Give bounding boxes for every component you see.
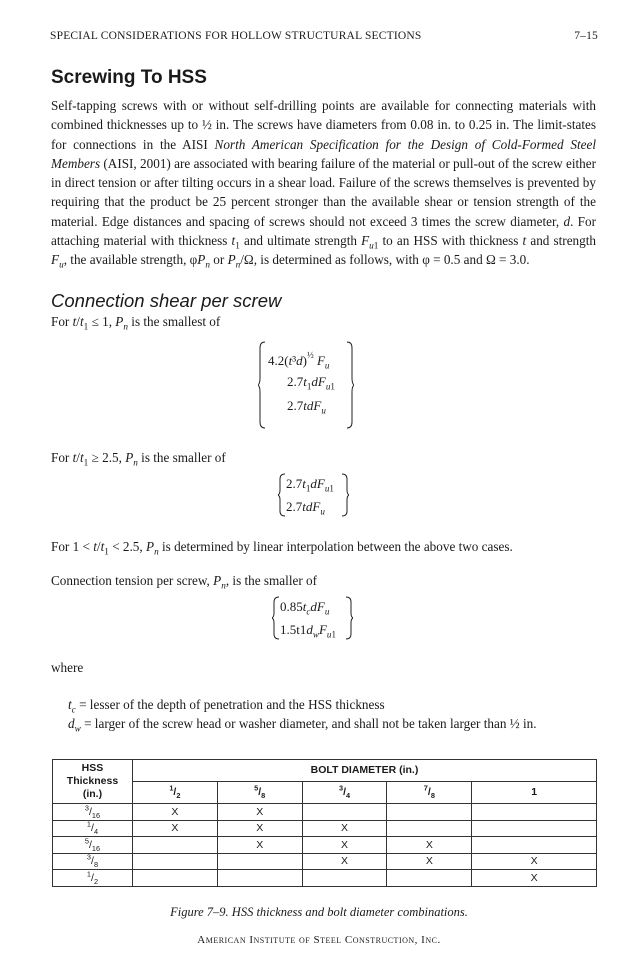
thickness-cell: $^3/_8$ [53,853,133,870]
combination-cell [302,870,387,887]
combination-cell [217,853,302,870]
shear-case-1 [51,314,220,330]
left-brace [258,340,266,430]
shear-eq-2 [278,472,358,518]
eq-row: $0.85t_cdF_u$ [280,599,330,617]
combination-cell: X [217,804,302,821]
eq-row: $4.2(t^3d)^{\frac{1}{2}}$ $F_u$ [268,350,330,371]
row-header: HSS Thickness (in.) [53,760,133,804]
eq-row: 2.7tdF$_u$ [287,398,326,416]
def-dw [68,714,537,733]
combination-cell: X [387,837,472,854]
combination-cell [387,820,472,837]
thickness-cell: $^5/_{16}$ [53,837,133,854]
thickness-cell: $^1/_2$ [53,870,133,887]
thickness-cell: $^3/_{16}$ [53,804,133,821]
column-header: 1 [472,781,597,803]
combination-cell [472,804,597,821]
left-brace [278,472,286,518]
shear-case-2 [51,450,226,466]
def-text: = larger of the screw head or washer diameter, and shall not be taken larger than ½ in. [84,716,537,731]
running-title: SPECIAL CONSIDERATIONS FOR HOLLOW STRUCTURAL SECTIONS [50,30,422,42]
paragraph-text: Self-tapping screws with or without self-drilling points are available for connecting materials with combined thicknesses up to ½ in. The screws have diameters from 0.08 in. to 0.25 in. The limit-states for connections in the AISI North American Specification for the Design of Cold-Formed Steel Members (AISI, 2001) are associated with bearing failure of the material or pull-out of the screw either in direct tension or after tilting occurs in a shear load. Failure of the screws themselves is prevented by requiring that the product be 25 percent stronger than the available shear or tension strength of the material. Edge distances and spacing of screws should not exceed 3 times the screw diameter, d. For attaching material with thickness $t_1$ and ultimate strength $F_{u1}$ to an HSS with thickness t and strength $F_u$, the available strength, $\varphi P_n$ or $P_n/\Omega$, is determined as follows, with φ = 0.5 and Ω = 3.0. [51,98,596,271]
combination-cell [387,804,472,821]
combination-cell [132,837,217,854]
combination-cell [472,820,597,837]
def-symbol: $t_c$ [68,697,76,715]
table-row [53,870,597,887]
eq-row: $2.7t_1dF_{u1}$ [287,374,335,392]
column-header: $^5/_8$ [217,781,302,803]
eq-row: 2.7tdF$_u$ [286,499,325,517]
right-brace [345,595,353,641]
table-row [53,804,597,821]
shear-case-1-text: For $t/t_1 \le 1$, $P_n$ is the smallest of [51,314,221,332]
shear-case-3-text: For $1 < t/t_1 < 2.5$, $P_n$ is determined by linear interpolation between the above two cases. [51,539,513,557]
tension-intro [51,573,317,589]
combination-cell: X [302,853,387,870]
combination-cell: X [217,837,302,854]
section-title: Screwing To HSS [51,67,207,88]
hss-bolt-table [52,759,597,887]
table-row [53,820,597,837]
intro-paragraph [51,96,596,270]
combination-cell: X [472,853,597,870]
column-header: $^7/_8$ [387,781,472,803]
def-symbol: $d_w$ [68,716,81,734]
combination-cell: X [132,804,217,821]
combination-cell: X [132,820,217,837]
combination-cell [217,870,302,887]
column-header: $^3/_4$ [302,781,387,803]
combination-cell [132,853,217,870]
shear-case-3 [51,539,513,555]
eq-row: $2.7t_1dF_{u1}$ [286,476,334,494]
running-header [50,30,598,42]
page-footer: American Institute of Steel Construction, Inc. [197,934,441,946]
combination-cell [472,837,597,854]
shear-case-2-text: For $t/t_1 \ge 2.5$, $P_n$ is the smaller of [51,450,226,468]
thickness-cell: $^1/_4$ [53,820,133,837]
table-row [53,853,597,870]
tension-intro-text: Connection tension per screw, $P_n$, is the smaller of [51,573,318,591]
table-row [53,837,597,854]
shear-title: Connection shear per screw [51,290,282,311]
where-label: where [51,660,84,675]
tension-eq [272,595,362,641]
where-definitions [68,695,537,733]
right-brace [341,472,349,518]
table-body [53,804,597,887]
combination-cell: X [387,853,472,870]
column-header-row [53,781,597,803]
combination-cell: X [472,870,597,887]
right-brace [346,340,354,430]
combination-cell [132,870,217,887]
column-header: $^1/_2$ [132,781,217,803]
combination-cell: X [302,820,387,837]
left-brace [272,595,280,641]
def-text: = lesser of the depth of penetration and the HSS thickness [79,697,385,712]
eq-row: $1.5t1d_wF_{u1}$ [280,622,336,640]
page-number: 7–15 [574,30,598,42]
group-header: BOLT DIAMETER (in.) [132,760,596,782]
figure-caption: Figure 7–9. HSS thickness and bolt diameter combinations. [170,905,468,919]
combination-cell: X [217,820,302,837]
shear-eq-1 [258,340,358,430]
combination-cell: X [302,837,387,854]
combination-cell [302,804,387,821]
def-tc [68,695,537,714]
combination-cell [387,870,472,887]
